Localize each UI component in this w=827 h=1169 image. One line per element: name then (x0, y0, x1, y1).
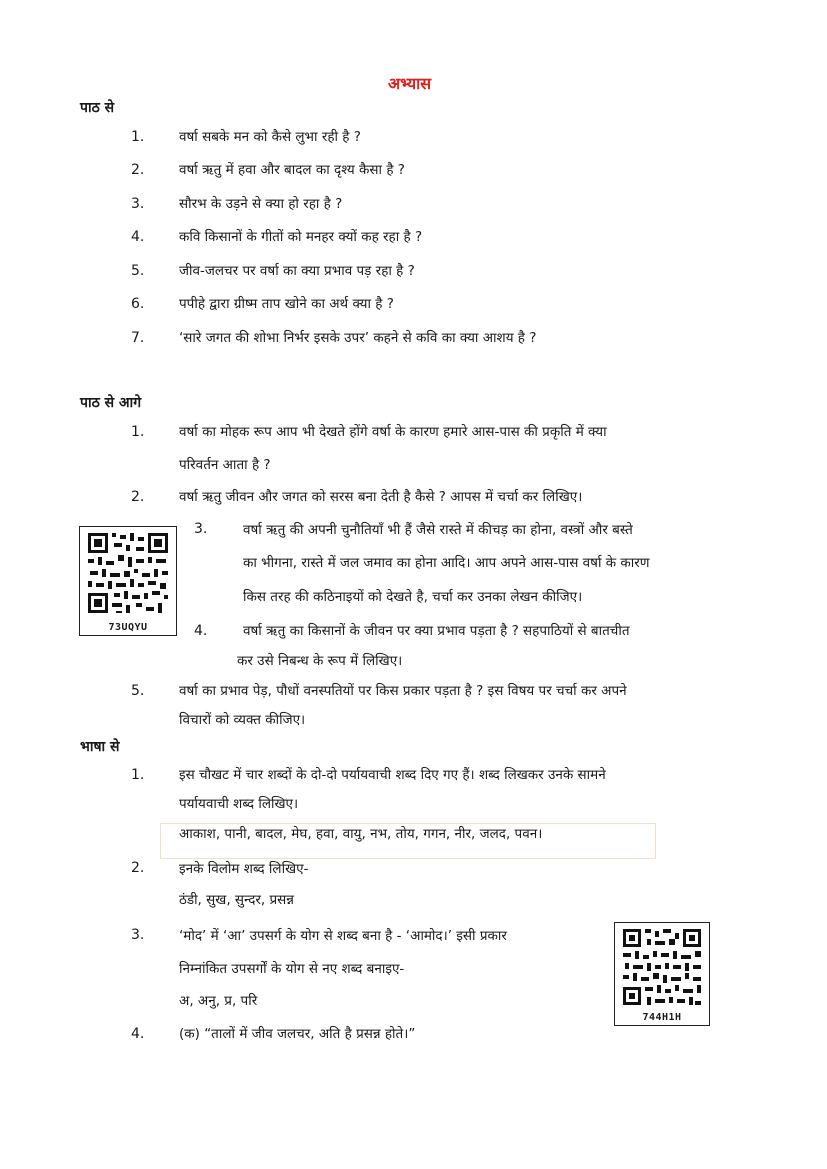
qr-code-icon (615, 923, 709, 1011)
question-text: किस तरह की कठिनाइयों को देखते है, चर्चा कर उनका लेखन कीजिए। (243, 589, 583, 605)
question-text: वर्षा ऋतु का किसानों के जीवन पर क्या प्रभाव पड़ता है ? सहपाठियों से बातचीत (243, 623, 630, 639)
question-text: पपीहे द्वारा ग्रीष्म ताप खोने का अर्थ क्या है ? (179, 296, 394, 312)
question-number: 3. (131, 196, 145, 212)
question-text: वर्षा का प्रभाव पेड़, पौधों वनस्पतियों पर किस प्रकार पड़ता है ? इस विषय पर चर्चा कर अपने (179, 683, 627, 699)
question-text: निम्नांकित उपसर्गों के योग से नए शब्द बनाइए- (179, 961, 405, 977)
question-number: 4. (131, 229, 145, 245)
answer-words: अ, अनु, प्र, परि (179, 993, 258, 1009)
question-text: परिवर्तन आता है ? (179, 457, 271, 473)
question-text: इस चौखट में चार शब्दों के दो-दो पर्यायवाची शब्द दिए गए हैं। शब्द लिखकर उनके सामने (179, 767, 606, 783)
question-text: इनके विलोम शब्द लिखिए- (179, 861, 309, 877)
question-text: (क) “तालों में जीव जलचर, अति है प्रसन्न होते।” (179, 1026, 416, 1042)
qr-code[interactable] (79, 526, 177, 636)
qr-code-icon (80, 527, 176, 619)
question-number: 3. (131, 927, 145, 943)
question-number: 5. (131, 263, 145, 279)
section-heading-bhasha-se: भाषा से (80, 739, 120, 755)
question-text: ‘सारे जगत की शोभा निर्भर इसके उपर’ कहने से कवि का क्या आशय है ? (179, 330, 537, 346)
section-heading-path-se-aage: पाठ से आगे (80, 395, 142, 411)
question-text: ‘मोद’ में ‘आ’ उपसर्ग के योग से शब्द बना है - ‘आमोद।’ इसी प्रकार (179, 928, 507, 944)
question-number: 2. (131, 860, 145, 876)
question-text: कर उसे निबन्ध के रूप में लिखिए। (237, 653, 403, 669)
question-number: 3. (194, 521, 208, 537)
question-number: 1. (131, 767, 145, 783)
question-text: वर्षा का मोहक रूप आप भी देखते होंगे वर्षा के कारण हमारे आस-पास की प्रकृति में क्या (179, 424, 607, 440)
question-number: 7. (131, 330, 145, 346)
qr-code-label: 73UQYU (108, 622, 148, 633)
page-title: अभ्यास (388, 74, 432, 93)
qr-code[interactable] (614, 922, 710, 1026)
question-text: विचारों को व्यक्त कीजिए। (179, 712, 306, 728)
question-text: वर्षा ऋतु की अपनी चुनौतियाँ भी हैं जैसे रास्ते में कीचड़ का होना, वस्त्रों और बस्ते (243, 522, 633, 538)
question-text: वर्षा ऋतु जीवन और जगत को सरस बना देती है कैसे ? आपस में चर्चा कर लिखिए। (179, 489, 583, 505)
synonym-words: आकाश, पानी, बादल, मेघ, हवा, वायु, नभ, तोय, गगन, नीर, जलद, पवन। (179, 826, 543, 842)
section-heading-path-se: पाठ से (80, 100, 115, 116)
question-number: 2. (131, 162, 145, 178)
question-text: कवि किसानों के गीतों को मनहर क्यों कह रहा है ? (179, 229, 423, 245)
question-text: सौरभ के उड़ने से क्या हो रहा है ? (179, 196, 343, 212)
qr-code-label: 744H1H (642, 1012, 682, 1023)
question-number: 4. (194, 623, 208, 639)
question-text: पर्यायवाची शब्द लिखिए। (179, 796, 299, 812)
question-number: 2. (131, 489, 145, 505)
question-number: 1. (131, 424, 145, 440)
question-number: 5. (131, 683, 145, 699)
question-number: 4. (131, 1026, 145, 1042)
question-text: जीव-जलचर पर वर्षा का क्या प्रभाव पड़ रहा है ? (179, 263, 415, 279)
question-text: वर्षा ऋतु में हवा और बादल का दृश्य कैसा है ? (179, 162, 405, 178)
question-number: 1. (131, 129, 145, 145)
question-number: 6. (131, 296, 145, 312)
question-text: वर्षा सबके मन को कैसे लुभा रही है ? (179, 129, 361, 145)
question-text: का भीगना, रास्ते में जल जमाव का होना आदि। आप अपने आस-पास वर्षा के कारण (243, 555, 650, 571)
answer-words: ठंडी, सुख, सुन्दर, प्रसन्न (179, 892, 294, 908)
